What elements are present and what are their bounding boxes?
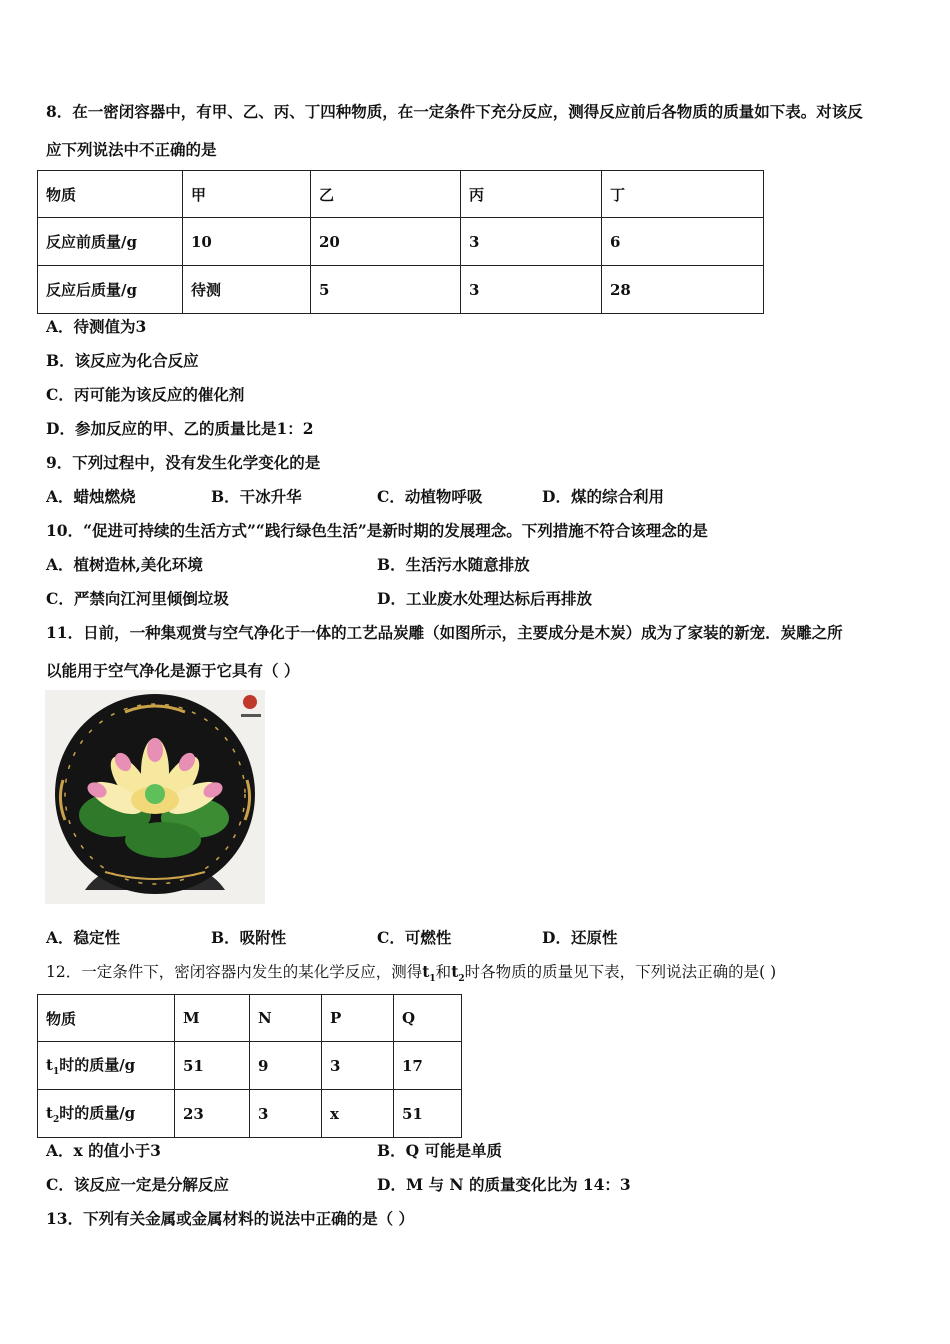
q11-option-c[interactable]: C．可燃性 bbox=[377, 928, 452, 947]
table-row bbox=[38, 266, 764, 314]
table-cell-text: 时的质量/g bbox=[59, 1104, 136, 1122]
table-cell: 物质 bbox=[38, 171, 183, 218]
q12-option-d[interactable]: D．M 与 N 的质量变化比为 14：3 bbox=[377, 1175, 631, 1194]
q12-option-c[interactable]: C．该反应一定是分解反应 bbox=[46, 1175, 229, 1194]
q9-option-a[interactable]: A．蜡烛燃烧 bbox=[46, 487, 136, 506]
table-cell: 反应前质量/g bbox=[38, 218, 183, 266]
q9-option-b[interactable]: B．干冰升华 bbox=[211, 487, 302, 506]
q10-stem: 10．“促进可持续的生活方式”“践行绿色生活”是新时期的发展理念。下列措施不符合该理念的是 bbox=[46, 521, 708, 540]
table-cell-subscript: 1 bbox=[52, 1067, 60, 1077]
table-cell: N bbox=[250, 995, 322, 1042]
table-cell-text: t bbox=[46, 1056, 53, 1074]
q12-and-text: 和 bbox=[435, 963, 452, 981]
table-cell: 丁 bbox=[602, 171, 764, 218]
q12-option-b[interactable]: B．Q 可能是单质 bbox=[377, 1141, 502, 1160]
q8-option-c[interactable]: C．丙可能为该反应的催化剂 bbox=[46, 385, 245, 404]
table-row bbox=[38, 1042, 462, 1090]
table-cell bbox=[38, 1042, 175, 1090]
q8-option-b[interactable]: B．该反应为化合反应 bbox=[46, 351, 199, 370]
table-cell-subscript: 2 bbox=[52, 1115, 60, 1125]
q9-option-d[interactable]: D．煤的综合利用 bbox=[542, 487, 664, 506]
table-row bbox=[38, 171, 764, 218]
q12-time-symbol: t bbox=[422, 962, 430, 981]
q8-table bbox=[37, 170, 764, 314]
table-cell: 反应后质量/g bbox=[38, 266, 183, 314]
q11-option-a[interactable]: A．稳定性 bbox=[46, 928, 121, 947]
table-cell: 6 bbox=[602, 218, 764, 266]
table-cell: 17 bbox=[394, 1042, 462, 1090]
table-cell: 51 bbox=[175, 1042, 250, 1090]
q11-option-d[interactable]: D．还原性 bbox=[542, 928, 618, 947]
table-cell-text: 时的质量/g bbox=[59, 1056, 136, 1074]
q12-table bbox=[37, 994, 462, 1138]
q13-stem: 13．下列有关金属或金属材料的说法中正确的是（ ） bbox=[46, 1209, 414, 1228]
table-cell: 3 bbox=[322, 1042, 394, 1090]
q11-option-b[interactable]: B．吸附性 bbox=[211, 928, 287, 947]
table-cell: 9 bbox=[250, 1042, 322, 1090]
table-cell: 5 bbox=[311, 266, 461, 314]
table-cell: x bbox=[322, 1090, 394, 1138]
q11-stem-line2: 以能用于空气净化是源于它具有（ ） bbox=[46, 661, 300, 680]
q8-option-d[interactable]: D．参加反应的甲、乙的质量比是1：2 bbox=[46, 419, 314, 438]
table-cell bbox=[38, 1090, 175, 1138]
q10-option-b[interactable]: B．生活污水随意排放 bbox=[377, 555, 530, 574]
table-cell: 乙 bbox=[311, 171, 461, 218]
table-cell: 物质 bbox=[38, 995, 175, 1042]
table-cell: Q bbox=[394, 995, 462, 1042]
table-row bbox=[38, 218, 764, 266]
table-cell: 20 bbox=[311, 218, 461, 266]
q10-option-c[interactable]: C．严禁向江河里倾倒垃圾 bbox=[46, 589, 229, 608]
q12-option-a[interactable]: A．x 的值小于3 bbox=[46, 1141, 161, 1160]
table-cell: 51 bbox=[394, 1090, 462, 1138]
table-cell: 丙 bbox=[461, 171, 602, 218]
q8-stem-line1: 8．在一密闭容器中，有甲、乙、丙、丁四种物质，在一定条件下充分反应，测得反应前后各物质的质量如下表。对该反 bbox=[46, 102, 863, 121]
table-cell: P bbox=[322, 995, 394, 1042]
table-cell: 3 bbox=[250, 1090, 322, 1138]
q12-subscript-2: 2 bbox=[458, 974, 465, 985]
charcoal-carving-image bbox=[45, 690, 265, 904]
q8-option-a[interactable]: A．待测值为3 bbox=[46, 317, 147, 336]
table-cell: 28 bbox=[602, 266, 764, 314]
q10-option-a[interactable]: A．植树造林,美化环境 bbox=[46, 555, 203, 574]
q12-stem-text: 时各物质的质量见下表，下列说法正确的是( ) bbox=[464, 963, 777, 981]
table-cell: M bbox=[175, 995, 250, 1042]
q10-option-d[interactable]: D．工业废水处理达标后再排放 bbox=[377, 589, 592, 608]
q12-subscript-1: 1 bbox=[429, 974, 436, 985]
table-cell: 10 bbox=[183, 218, 311, 266]
table-row bbox=[38, 1090, 462, 1138]
q9-option-c[interactable]: C．动植物呼吸 bbox=[377, 487, 483, 506]
q11-stem-line1: 11．日前，一种集观赏与空气净化于一体的工艺品炭雕（如图所示，主要成分是木炭）成为了家装的新宠．炭雕之所 bbox=[46, 623, 843, 642]
table-cell-text: t bbox=[46, 1104, 53, 1122]
lotus-plate-illustration bbox=[45, 690, 265, 904]
q9-stem: 9．下列过程中，没有发生化学变化的是 bbox=[46, 453, 321, 472]
q12-stem bbox=[46, 962, 776, 989]
table-cell: 3 bbox=[461, 218, 602, 266]
table-row bbox=[38, 995, 462, 1042]
table-cell: 甲 bbox=[183, 171, 311, 218]
q8-stem-line2: 应下列说法中不正确的是 bbox=[46, 140, 217, 159]
table-cell: 3 bbox=[461, 266, 602, 314]
table-cell: 待测 bbox=[183, 266, 311, 314]
table-cell: 23 bbox=[175, 1090, 250, 1138]
q12-time-symbol: t bbox=[451, 962, 459, 981]
q12-stem-text: 12．一定条件下，密闭容器内发生的某化学反应，测得 bbox=[46, 963, 423, 981]
